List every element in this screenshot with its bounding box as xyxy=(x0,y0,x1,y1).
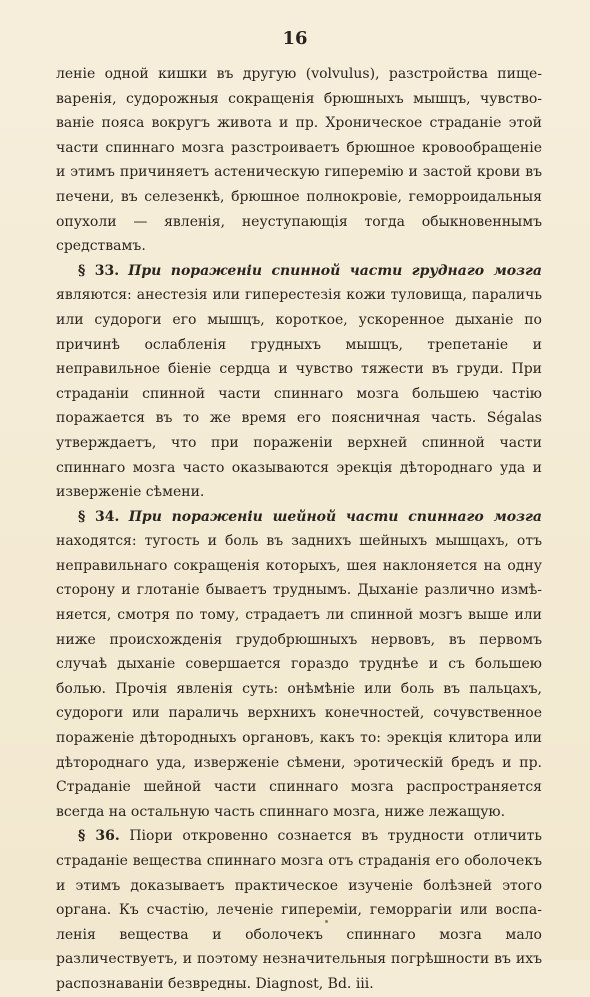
section-number: § 34. xyxy=(78,508,120,525)
paragraph-text: Пiори откровенно сознается въ трудности отличить страданiе вещества спиннаго мозга отъ страданiя его оболочекъ и этимъ доказываетъ практическое изученiе болѣзней этого органа. Къ счастiю, леченiе гиперемiи, геморрагiи или воспаленiя вещества и оболочекъ спиннаго мозга мало различествуетъ, и поэтому незначительныя погрѣшности въ ихъ распознаванiи безвредны. Diagnost, Bd. iii. xyxy=(56,828,542,992)
paragraph-text: находятся: тугость и боль въ заднихъ шейныхъ мышцахъ, отъ неправильнаго сокращенiя которыхъ, шея наклоняется на одну сторону и глотанiе бываетъ труднымъ. Дыханiе различно измѣняется, смотря по тому, страдаетъ ли спинной мозгъ выше или ниже происхожденiя грудобрюшныхъ нервовъ, въ первомъ случаѣ дыханiе совершается гораздо труднѣе и съ большею болью. Прочiя явленiя суть: онѣмѣнiе или боль въ пальцахъ, судороги или параличь верхнихъ конечностей, сочувственное пораженiе дѣтородныхъ органовъ, какъ то: эрекцiя клитора или дѣтороднаго уда, изверженiе сѣмени, эротическiй бредъ и пр. Страданiе шейной части спиннаго мозга распространяется всегда на остальную часть спиннаго мозга, ниже лежащую. xyxy=(56,533,542,820)
paragraph-section-36 xyxy=(56,824,542,996)
paragraph-section-34 xyxy=(56,505,542,825)
section-number: § 36. xyxy=(78,828,120,845)
section-heading: При пораженiи шейной части спиннаго мозга xyxy=(128,508,543,525)
paragraph-continuation xyxy=(56,62,542,259)
section-heading: При пораженiи спинной части груднаго мозга xyxy=(128,262,542,279)
paragraph-section-33 xyxy=(56,259,542,505)
section-number: § 33. xyxy=(78,262,120,279)
paragraph-text: являются: анестезiя или гиперестезiя кожи туловища, параличь или судороги его мышцъ, короткое, ускоренное дыханiе по причинѣ ослабленiя грудныхъ мышцъ, трепетанiе и неправильное бiенiе сердца и чувство тяжести въ груди. При страданiи спинной части спиннаго мозга большею частiю поражается въ то же время его поясничная часть. Ségalas утверждаетъ, что при пораженiи верхней спинной части спиннаго мозга часто оказываются эрекцiя дѣтороднаго уда и изверженiе сѣмени. xyxy=(56,287,542,501)
page-number: 16 xyxy=(282,28,308,49)
paragraph-text: ленiе одной кишки въ другую (volvulus), разстройства пищеваренiя, судорожныя сокращенiя брюшныхъ мышцъ, чувствованiе пояса вокругъ живота и пр. Хроническое страданiе этой части спиннаго мозга разстроиваетъ брюшное кровообращенiе и этимъ причиняетъ астеническую гиперемiю и застой крови въ печени, въ селезенкѣ, брюшное полнокровiе, геморроидальныя опухоли — явленiя, неуступающiя тогда обыкновеннымъ средствамъ. xyxy=(56,66,542,255)
print-speck xyxy=(325,920,328,923)
body-text xyxy=(56,62,542,997)
